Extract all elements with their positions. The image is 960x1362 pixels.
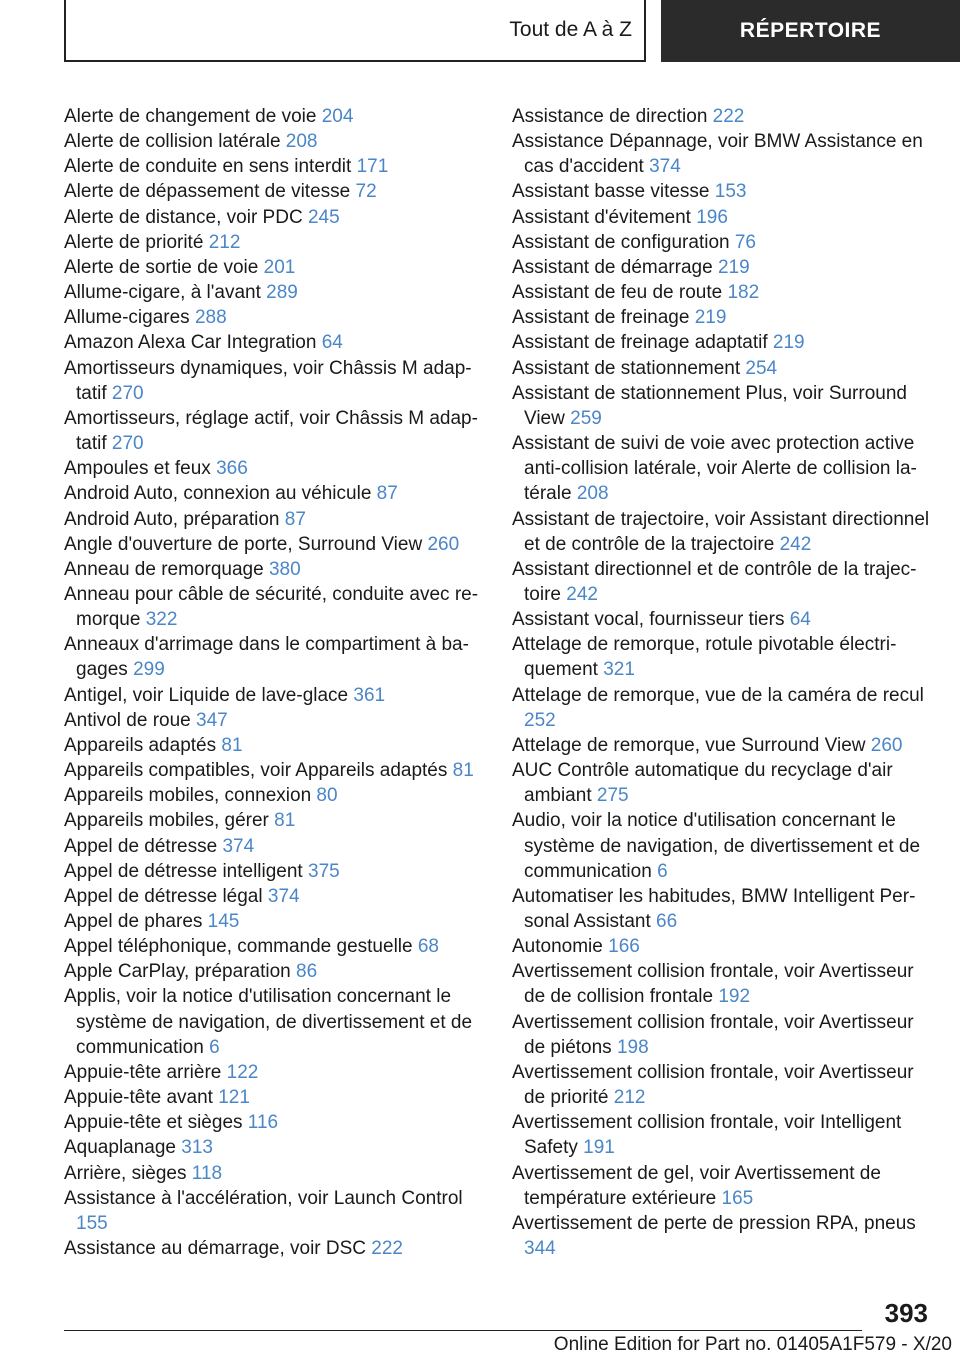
index-entry-page-link[interactable]: 64	[321, 332, 343, 354]
index-entry-page-link[interactable]: 155	[76, 1212, 108, 1234]
index-entry-text: Assistant de stationnement Plus, voir Surround View	[512, 382, 907, 429]
index-entry-page-link[interactable]: 222	[712, 106, 745, 127]
index-entry	[64, 406, 484, 456]
index-entry-page-link[interactable]: 72	[355, 181, 377, 203]
index-entry-page-link[interactable]: 259	[570, 407, 602, 429]
index-entry-text: Appareils compatibles, voir Appareils adaptés	[64, 760, 448, 782]
index-entry	[64, 733, 484, 758]
header-section-title: Tout de A à Z	[509, 18, 632, 41]
index-entry-text: Assistant de freinage adaptatif	[512, 332, 768, 354]
index-entry	[512, 959, 932, 1009]
index-entry-page-link[interactable]: 219	[772, 332, 805, 354]
index-entry-text: Autonomie	[512, 936, 603, 958]
index-entry	[64, 255, 484, 280]
index-entry-text: Amortisseurs, réglage actif, voir Châssis M adaptatif	[64, 407, 478, 455]
index-entry	[64, 834, 484, 859]
index-entry	[64, 305, 484, 330]
index-entry-text: Amazon Alexa Car Integration	[64, 332, 317, 354]
index-entry-text: Automatiser les habitudes, BMW Intelligent Personal Assistant	[512, 885, 916, 932]
index-entry-page-link[interactable]: 322	[145, 609, 178, 631]
index-entry-text: Alerte de priorité	[64, 231, 204, 253]
index-entry	[512, 1161, 932, 1211]
index-entry	[64, 507, 484, 532]
index-entry-page-link[interactable]: 68	[417, 936, 439, 958]
index-entry	[512, 431, 932, 506]
index-entry-text: Ampoules et feux	[64, 458, 211, 480]
index-entry	[512, 1010, 932, 1060]
index-entry	[64, 884, 484, 909]
index-entry-page-link[interactable]: 366	[216, 458, 248, 480]
index-entry-page-link[interactable]: 121	[218, 1087, 250, 1109]
index-entry	[512, 255, 932, 280]
index-entry-page-link[interactable]: 165	[721, 1187, 754, 1209]
index-entry	[64, 909, 484, 934]
index-entry-text: Assistant vocal, fournisseur tiers	[512, 609, 785, 631]
index-entry-page-link[interactable]: 116	[247, 1112, 279, 1134]
index-entry	[512, 733, 932, 758]
index-entry-page-link[interactable]: 374	[649, 156, 681, 178]
index-entry-page-link[interactable]: 191	[583, 1137, 615, 1159]
index-entry-text: Angle d'ouverture de porte, Surround View	[64, 533, 423, 555]
index-entry-page-link[interactable]: 380	[268, 558, 301, 580]
index-entry-text: Appel de détresse	[64, 835, 218, 857]
index-entry	[512, 129, 932, 179]
footer-edition: Online Edition for Part no. 01405A1F579 - X/20	[553, 1334, 952, 1355]
index-entry-text: Avertissement de perte de pression RPA, pneus	[512, 1212, 916, 1234]
index-entry-page-link[interactable]: 270	[111, 382, 144, 404]
page-number: 393	[884, 1298, 928, 1328]
index-entry-page-link[interactable]: 6	[209, 1036, 220, 1058]
index-entry-page-link[interactable]: 192	[718, 986, 751, 1008]
index-entry-text: Appel de détresse intelligent	[64, 860, 303, 882]
index-entry	[64, 859, 484, 884]
index-entry-page-link[interactable]: 289	[266, 282, 298, 304]
index-entry	[64, 758, 484, 783]
index-entry	[64, 179, 484, 204]
index-entry-page-link[interactable]: 6	[657, 860, 668, 882]
index-entry	[512, 1060, 932, 1110]
index-entry	[64, 230, 484, 255]
index-entry-text: AUC Contrôle automatique du recyclage d'air ambiant	[512, 760, 893, 807]
index-entry-page-link[interactable]: 87	[376, 483, 398, 505]
index-entry-text: Allume-cigare, à l'avant	[64, 282, 261, 304]
index-entry	[512, 1110, 932, 1160]
index-entry	[64, 129, 484, 154]
index-entry	[64, 1110, 484, 1135]
index-entry-page-link[interactable]: 344	[524, 1238, 556, 1260]
index-entry-page-link[interactable]: 153	[714, 181, 747, 203]
index-entry-page-link[interactable]: 201	[263, 256, 296, 278]
index-entry-text: Assistant de stationnement	[512, 357, 741, 379]
index-entry-page-link[interactable]: 64	[789, 609, 811, 631]
index-entry-text: Android Auto, préparation	[64, 508, 280, 530]
index-entry	[512, 104, 932, 129]
index-entry-text: Appel de phares	[64, 911, 203, 932]
index-entry-text: Appareils adaptés	[64, 734, 217, 756]
index-entry-text: Arrière, sièges	[64, 1162, 187, 1184]
index-entry-page-link[interactable]: 375	[308, 860, 340, 882]
index-entry-page-link[interactable]: 87	[284, 508, 306, 530]
index-entry-text: Allume-cigares	[64, 307, 190, 329]
index-entry-page-link[interactable]: 208	[576, 483, 609, 505]
index-entry-text: Appareils mobiles, connexion	[64, 785, 312, 807]
index-entry-text: Android Auto, connexion au véhicule	[64, 483, 372, 505]
index-entry	[512, 934, 932, 959]
index-entry-page-link[interactable]: 219	[717, 256, 750, 278]
index-entry	[512, 230, 932, 255]
index-entry	[64, 456, 484, 481]
index-entry-text: Anneau de remorquage	[64, 558, 264, 580]
index-entry	[64, 557, 484, 582]
index-entry-text: Alerte de dépassement de vitesse	[64, 181, 351, 203]
index-entry-text: Assistance Dépannage, voir BMW Assistance en cas d'accident	[512, 131, 923, 178]
index-entry-page-link[interactable]: 198	[616, 1036, 649, 1058]
index-entry	[512, 683, 932, 733]
index-entry	[64, 104, 484, 129]
index-entry-page-link[interactable]: 242	[566, 583, 598, 605]
index-entry	[512, 758, 932, 808]
index-entry-page-link[interactable]: 242	[779, 533, 812, 555]
index-entry	[512, 381, 932, 431]
index-entry-text: Assistant de feu de route	[512, 282, 723, 304]
index-column-right	[512, 104, 932, 1261]
index-entry	[64, 708, 484, 733]
index-entry	[64, 481, 484, 506]
index-entry	[512, 884, 932, 934]
index-entry	[512, 205, 932, 230]
index-entry	[512, 808, 932, 883]
index-entry	[64, 532, 484, 557]
index-entry-page-link[interactable]: 76	[734, 231, 756, 253]
index-entry-text: Assistant directionnel et de contrôle de la trajectoire	[512, 558, 917, 605]
index-entry-text: Antivol de roue	[64, 709, 191, 731]
index-entry-page-link[interactable]: 275	[596, 785, 629, 807]
index-entry-text: Appuie-tête avant	[64, 1087, 213, 1109]
index-entry-text: Appareils mobiles, gérer	[64, 810, 269, 832]
index-entry	[512, 607, 932, 632]
header-section-box	[64, 0, 646, 62]
index-entry	[512, 179, 932, 204]
index-entry-page-link[interactable]: 361	[353, 684, 386, 706]
index-entry	[512, 280, 932, 305]
index-entry-text: Appel de détresse légal	[64, 885, 263, 907]
header-tab[interactable]	[661, 0, 960, 62]
index-entry-text: Alerte de conduite en sens interdit	[64, 156, 352, 178]
index-entry-page-link[interactable]: 171	[356, 156, 389, 178]
index-column-left	[64, 104, 484, 1261]
index-entry	[512, 356, 932, 381]
index-entry	[64, 632, 484, 682]
index-entry-page-link[interactable]: 245	[307, 206, 340, 228]
index-entry	[64, 1186, 484, 1236]
index-entry-text: Avertissement collision frontale, voir Avertisseur de de collision frontale	[512, 961, 914, 1008]
index-entry-text: Attelage de remorque, vue Surround View	[512, 734, 866, 756]
index-entry-text: Amortisseurs dynamiques, voir Châssis M adaptatif	[64, 357, 472, 404]
index-entry-text: Avertissement collision frontale, voir Intelligent Safety	[512, 1112, 902, 1159]
index-entry-page-link[interactable]: 219	[694, 307, 727, 329]
index-entry-page-link[interactable]: 166	[608, 936, 640, 958]
index-entry-page-link[interactable]: 374	[267, 885, 300, 907]
index-entry	[64, 934, 484, 959]
index-entry-page-link[interactable]: 299	[133, 659, 165, 681]
index-entry-page-link[interactable]: 222	[371, 1238, 403, 1260]
index-entry-page-link[interactable]: 321	[603, 659, 635, 681]
index-entry-text: Assistance à l'accélération, voir Launch Control	[64, 1187, 463, 1209]
index-entry-text: Attelage de remorque, rotule pivotable électriquement	[512, 634, 897, 681]
index-entry-page-link[interactable]: 252	[524, 709, 556, 731]
index-entry-page-link[interactable]: 66	[656, 911, 678, 932]
index-entry-page-link[interactable]: 145	[207, 911, 240, 932]
index-entry-text: Antigel, voir Liquide de lave-glace	[64, 684, 349, 706]
index-entry-text: Assistant de configuration	[512, 231, 730, 253]
index-entry-page-link[interactable]: 212	[613, 1087, 646, 1109]
index-entry	[64, 808, 484, 833]
index-entry	[512, 330, 932, 355]
index-entry-page-link[interactable]: 81	[221, 734, 243, 756]
index-entry-page-link[interactable]: 374	[222, 835, 255, 857]
index-entry	[512, 305, 932, 330]
index-entry-text: Apple CarPlay, préparation	[64, 961, 291, 983]
index-entry	[512, 557, 932, 607]
index-entry-page-link[interactable]: 260	[427, 533, 460, 555]
index-entry-text: Alerte de changement de voie	[64, 106, 317, 127]
index-entry	[64, 1085, 484, 1110]
index-entry	[512, 507, 932, 557]
index-entry-page-link[interactable]: 260	[870, 734, 903, 756]
index-entry-text: Appuie-tête et sièges	[64, 1112, 243, 1134]
index-entry-text: Applis, voir la notice d'utilisation concernant le système de navigation, de divertissement et de communication	[64, 986, 473, 1058]
index-entry-text: Assistant de démarrage	[512, 256, 713, 278]
index-entry-page-link[interactable]: 208	[285, 131, 318, 153]
index-entry	[64, 280, 484, 305]
index-entry-text: Avertissement de gel, voir Avertissement de température extérieure	[512, 1162, 881, 1209]
index-entry-page-link[interactable]: 196	[696, 206, 728, 228]
index-entry-page-link[interactable]: 212	[208, 231, 241, 253]
index-entry-text: Avertissement collision frontale, voir Avertisseur de piétons	[512, 1011, 914, 1058]
index-entry	[512, 1211, 932, 1261]
index-entry	[64, 959, 484, 984]
index-entry-text: Alerte de collision latérale	[64, 131, 281, 153]
index-entry-text: Attelage de remorque, vue de la caméra de recul	[512, 684, 924, 706]
index-entry-text: Aquaplanage	[64, 1137, 176, 1159]
index-entry	[64, 356, 484, 406]
index-entry-page-link[interactable]: 288	[194, 307, 227, 329]
footer-divider	[64, 1330, 862, 1331]
index-entry	[64, 1236, 484, 1261]
index-entry-text: Alerte de distance, voir PDC	[64, 206, 303, 228]
index-entry-page-link[interactable]: 254	[745, 357, 778, 379]
index-entry-text: Assistant de freinage	[512, 307, 690, 329]
index-entry-text: Assistant de suivi de voie avec protection active anti-collision latérale, voir Alerte de collision latérale	[512, 433, 917, 505]
index-entry-text: Assistant d'évitement	[512, 206, 691, 228]
index-entry	[64, 1135, 484, 1160]
index-entry-text: Assistant de trajectoire, voir Assistant directionnel et de contrôle de la trajectoire	[512, 508, 930, 555]
index-entry	[64, 783, 484, 808]
index-entry-text: Assistant basse vitesse	[512, 181, 710, 203]
index-entry	[512, 632, 932, 682]
index-entry-text: Alerte de sortie de voie	[64, 256, 259, 278]
index-entry-text: Appel téléphonique, commande gestuelle	[64, 936, 413, 958]
index-entry-text: Appuie-tête arrière	[64, 1061, 222, 1083]
index-entry-page-link[interactable]: 81	[452, 760, 474, 782]
index-entry-text: Assistance de direction	[512, 106, 708, 127]
index-entry	[64, 582, 484, 632]
index-entry	[64, 1161, 484, 1186]
index-entry-text: Assistance au démarrage, voir DSC	[64, 1238, 367, 1260]
index-entry-page-link[interactable]: 122	[226, 1061, 259, 1083]
index-entry	[64, 205, 484, 230]
index-entry	[64, 984, 484, 1059]
index-entry-page-link[interactable]: 81	[274, 810, 296, 832]
index-entry	[64, 1060, 484, 1085]
index-entry-page-link[interactable]: 86	[296, 961, 318, 983]
index-entry-text: Audio, voir la notice d'utilisation concernant le système de navigation, de divertissement et de communication	[512, 810, 921, 882]
header-tab-label: RÉPERTOIRE	[739, 19, 882, 42]
index-entry-page-link[interactable]: 80	[316, 785, 338, 807]
index-entry-page-link[interactable]: 118	[191, 1162, 223, 1184]
index-entry-page-link[interactable]: 347	[196, 709, 228, 731]
index-entry-page-link[interactable]: 204	[321, 106, 354, 127]
index-entry-page-link[interactable]: 313	[181, 1137, 213, 1159]
index-entry-text: Anneau pour câble de sécurité, conduite avec remorque	[64, 583, 479, 631]
index-entry	[64, 683, 484, 708]
index-entry	[64, 330, 484, 355]
index-entry-page-link[interactable]: 182	[727, 282, 760, 304]
index-entry-text: Anneaux d'arrimage dans le compartiment à bagages	[64, 634, 469, 681]
index-entry-page-link[interactable]: 270	[111, 433, 144, 455]
index-entry	[64, 154, 484, 179]
index-entry-text: Avertissement collision frontale, voir Avertisseur de priorité	[512, 1061, 914, 1109]
